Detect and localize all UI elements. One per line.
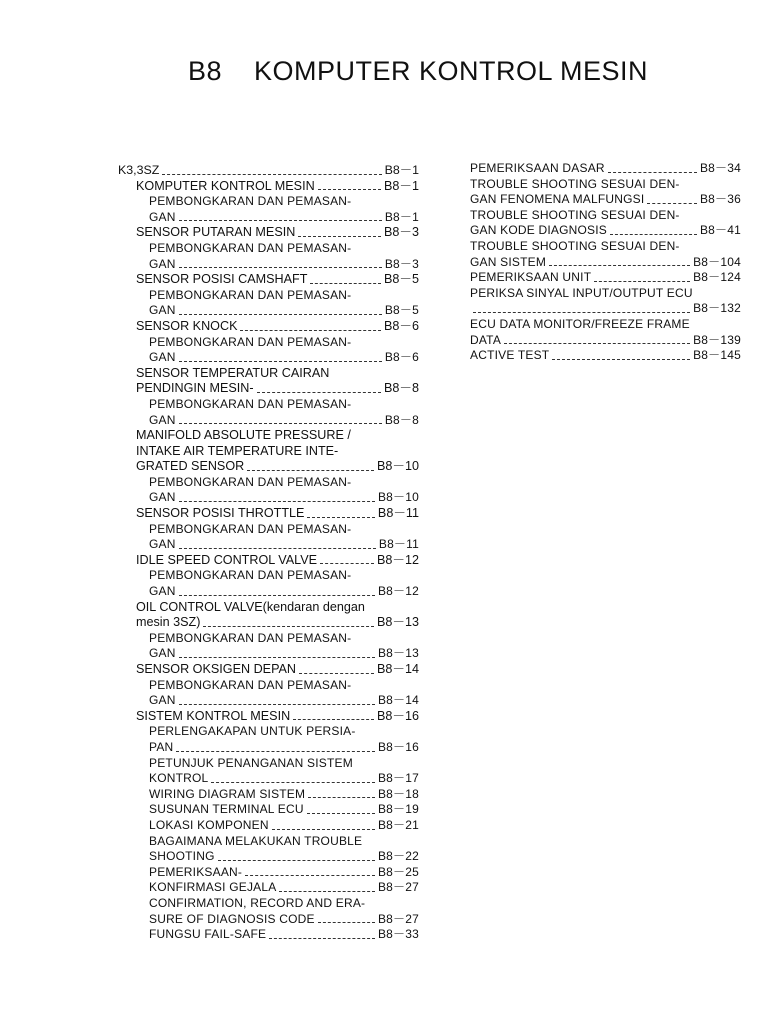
- toc-entry: [118, 849, 419, 865]
- toc-entry: [118, 459, 419, 475]
- section-code: B8: [188, 56, 223, 86]
- toc-entry-text: PETUNJUK PENANGANAN SISTEM: [149, 755, 353, 770]
- toc-entry-text: TROUBLE SHOOTING SESUAI DEN-: [470, 238, 680, 253]
- dot-leader: [179, 220, 382, 221]
- toc-entry-text: TROUBLE SHOOTING SESUAI DEN-: [470, 207, 680, 222]
- toc-entry-text: TROUBLE SHOOTING SESUAI DEN-: [470, 176, 680, 191]
- toc-page-number: B8－1: [384, 163, 419, 177]
- dot-leader: [318, 189, 381, 190]
- toc-entry: [118, 927, 419, 943]
- dot-leader: [504, 343, 690, 344]
- toc-entry-text: GAN: [149, 256, 176, 271]
- toc-entry-text: SENSOR OKSIGEN DEPAN: [136, 662, 297, 676]
- toc-page-number: B8－12: [376, 552, 419, 567]
- toc-entry-text: DATA: [470, 332, 502, 347]
- toc-page-number: B8－10: [377, 490, 419, 505]
- toc-entry: [118, 615, 419, 631]
- toc-entry: [118, 802, 419, 818]
- dot-leader: [176, 751, 375, 752]
- dot-leader: [162, 174, 381, 175]
- toc-page-number: B8－25: [377, 864, 419, 879]
- toc-entry: [470, 270, 741, 286]
- toc-entry: [470, 223, 741, 239]
- toc-page-number: B8－104: [693, 254, 741, 269]
- toc-entry-text: PEMBONGKARAN DAN PEMASAN-: [149, 521, 352, 536]
- page-title: [188, 56, 648, 87]
- toc-page-number: B8－16: [377, 739, 419, 754]
- toc-page-number: B8－33: [377, 927, 419, 942]
- toc-entry-text: KONTROL: [149, 771, 209, 786]
- toc-page-number: B8－6: [384, 350, 419, 365]
- toc-entry-text: MANIFOLD ABSOLUTE PRESSURE /: [136, 428, 351, 443]
- toc-page-number: B8－5: [383, 272, 419, 287]
- toc-entry-text: PAN: [149, 739, 174, 754]
- toc-entry-text: PEMERIKSAAN UNIT: [470, 270, 592, 285]
- toc-entry-text: PEMBONGKARAN DAN PEMASAN-: [149, 194, 352, 209]
- dot-leader: [203, 626, 374, 627]
- dot-leader: [279, 891, 375, 892]
- toc-entry: [118, 475, 419, 491]
- toc-entry: [470, 286, 741, 302]
- toc-page-number: B8－27: [377, 911, 419, 926]
- toc-entry-text: GAN FENOMENA MALFUNGSI: [470, 192, 645, 207]
- toc-entry: [118, 319, 419, 335]
- toc-page-number: B8－14: [377, 693, 419, 708]
- dot-leader: [240, 330, 381, 331]
- toc-entry-text: PERLENGAKAPAN UNTUK PERSIA-: [149, 724, 356, 739]
- toc-entry: [470, 208, 741, 224]
- toc-entry: [118, 584, 419, 600]
- dot-leader: [272, 829, 375, 830]
- toc-entry: [118, 522, 419, 538]
- toc-entry: [470, 301, 741, 317]
- toc-entry: [470, 161, 741, 177]
- toc-entry: [118, 490, 419, 506]
- toc-entry: [118, 880, 419, 896]
- toc-entry: [118, 709, 419, 725]
- toc-entry: [118, 225, 419, 241]
- dot-leader: [247, 470, 374, 471]
- toc-page-number: B8－21: [377, 817, 419, 832]
- dot-leader: [257, 392, 381, 393]
- toc-entry: [118, 210, 419, 226]
- toc-entry-text: IDLE SPEED CONTROL VALVE: [136, 552, 318, 567]
- toc-entry-text: GAN KODE DIAGNOSIS: [470, 223, 607, 238]
- dot-leader: [318, 922, 375, 923]
- toc-page-number: B8－11: [378, 537, 419, 552]
- toc-page-number: B8－8: [384, 412, 419, 427]
- toc-entry: [470, 239, 741, 255]
- toc-entry-text: PENDINGIN MESIN-: [136, 381, 254, 396]
- toc-entry: [118, 288, 419, 304]
- toc-entry: [470, 333, 741, 349]
- toc-entry: [118, 413, 419, 429]
- toc-entry-text: GAN SISTEM: [470, 254, 547, 269]
- toc-page-number: B8－1: [383, 178, 419, 193]
- toc-entry-text: SENSOR POSISI THROTTLE: [136, 506, 305, 521]
- toc-entry-text: PEMERIKSAAN-: [149, 864, 243, 879]
- toc-page-number: B8－22: [377, 849, 419, 864]
- toc-entry: [118, 568, 419, 584]
- toc-entry: [470, 177, 741, 193]
- toc-page-number: B8－27: [377, 880, 419, 895]
- toc-page-number: B8－124: [693, 270, 741, 285]
- dot-leader: [179, 267, 382, 268]
- dot-leader: [245, 875, 375, 876]
- dot-leader: [179, 361, 382, 362]
- toc-page-number: B8－8: [383, 381, 419, 396]
- toc-entry: [118, 163, 419, 179]
- toc-entry: [118, 600, 419, 616]
- dot-leader: [269, 938, 375, 939]
- toc-entry: [118, 303, 419, 319]
- toc-entry: [118, 444, 419, 460]
- toc-page-number: B8－34: [699, 161, 741, 175]
- toc-entry-text: K3,3SZ: [118, 163, 160, 177]
- dot-leader: [179, 704, 375, 705]
- toc-entry-text: GAN: [149, 209, 176, 224]
- toc-entry: [118, 272, 419, 288]
- dot-leader: [179, 501, 375, 502]
- toc-entry-text: SENSOR POSISI CAMSHAFT: [136, 272, 308, 287]
- toc-entry: [470, 192, 741, 208]
- toc-entry: [118, 397, 419, 413]
- toc-entry-text: FUNGSU FAIL-SAFE: [149, 927, 267, 942]
- toc-entry: [118, 428, 419, 444]
- toc-page-number: B8－6: [383, 318, 419, 333]
- toc-entry: [470, 348, 741, 364]
- toc-entry: [118, 350, 419, 366]
- toc-page-number: B8－13: [376, 615, 419, 630]
- toc-page-number: B8－139: [693, 332, 741, 347]
- dot-leader: [293, 719, 374, 720]
- toc-entry: [470, 317, 741, 333]
- toc-page-number: B8－10: [376, 459, 419, 474]
- toc-page-number: B8－36: [699, 192, 741, 207]
- toc-page-number: B8－145: [693, 348, 741, 363]
- toc-entry: [118, 381, 419, 397]
- toc-entry: [118, 912, 419, 928]
- dot-leader: [310, 283, 381, 284]
- toc-entry-text: GRATED SENSOR: [136, 459, 245, 474]
- toc-page-number: B8－5: [384, 303, 419, 318]
- toc-entry-text: SHOOTING: [149, 849, 215, 864]
- toc-page-number: B8－3: [383, 225, 419, 240]
- dot-leader: [179, 657, 375, 658]
- dot-leader: [308, 797, 375, 798]
- toc-entry-text: WIRING DIAGRAM SISTEM: [149, 786, 306, 801]
- toc-page-number: B8－12: [377, 584, 419, 599]
- toc-entry: [118, 693, 419, 709]
- toc-entry-text: SURE OF DIAGNOSIS CODE: [149, 911, 315, 926]
- toc-page-number: B8－3: [384, 256, 419, 271]
- dot-leader: [549, 265, 690, 266]
- toc-entry-text: PEMERIKSAAN DASAR: [470, 161, 605, 175]
- toc-entry: [118, 865, 419, 881]
- toc-entry: [470, 255, 741, 271]
- toc-page-number: B8－11: [377, 506, 419, 521]
- toc-entry-text: SUSUNAN TERMINAL ECU: [149, 802, 304, 817]
- toc-entry-text: PEMBONGKARAN DAN PEMASAN-: [149, 677, 352, 692]
- toc-entry-text: SENSOR KNOCK: [136, 318, 238, 333]
- toc-left-column: [118, 163, 419, 943]
- dot-leader: [179, 548, 376, 549]
- toc-entry: [118, 756, 419, 772]
- toc-entry-text: KONFIRMASI GEJALA: [149, 880, 277, 895]
- dot-leader: [552, 359, 690, 360]
- section-title: KOMPUTER KONTROL MESIN: [254, 56, 649, 86]
- toc-entry-text: GAN: [149, 693, 176, 708]
- toc-entry: [118, 506, 419, 522]
- toc-entry: [118, 366, 419, 382]
- toc-entry-text: PEMBONGKARAN DAN PEMASAN-: [149, 568, 352, 583]
- toc-entry: [118, 678, 419, 694]
- dot-leader: [594, 281, 690, 282]
- toc-entry-text: CONFIRMATION, RECORD AND ERA-: [149, 895, 366, 910]
- toc-page-number: B8－19: [377, 802, 419, 817]
- toc-entry-text: OIL CONTROL VALVE(kendaran dengan: [136, 599, 365, 614]
- toc-entry-text: KOMPUTER KONTROL MESIN: [136, 178, 315, 193]
- toc-entry: [118, 818, 419, 834]
- dot-leader: [610, 234, 697, 235]
- dot-leader: [299, 673, 374, 674]
- toc-page-number: B8－17: [377, 771, 419, 786]
- dot-leader: [298, 236, 381, 237]
- toc-entry: [118, 724, 419, 740]
- toc-entry-text: GAN: [149, 412, 176, 427]
- toc-entry: [118, 896, 419, 912]
- dot-leader: [218, 860, 375, 861]
- toc-entry-text: SENSOR TEMPERATUR CAIRAN: [136, 365, 330, 380]
- dot-leader: [179, 423, 382, 424]
- dot-leader: [179, 595, 375, 596]
- toc-page-number: B8－41: [699, 223, 741, 238]
- toc-entry: [118, 553, 419, 569]
- dot-leader: [608, 172, 697, 173]
- toc-entry-text: PEMBONGKARAN DAN PEMASAN-: [149, 240, 352, 255]
- toc-entry-text: PEMBONGKARAN DAN PEMASAN-: [149, 396, 352, 411]
- toc-entry: [118, 537, 419, 553]
- toc-entry: [118, 335, 419, 351]
- toc-entry-text: INTAKE AIR TEMPERATURE INTE-: [136, 443, 339, 458]
- dot-leader: [307, 813, 375, 814]
- dot-leader: [307, 517, 375, 518]
- toc-entry: [118, 194, 419, 210]
- toc-entry-text: GAN: [149, 537, 176, 552]
- toc-entry: [118, 787, 419, 803]
- toc-entry-text: ECU DATA MONITOR/FREEZE FRAME: [470, 316, 690, 331]
- toc-page-number: B8－16: [376, 708, 419, 723]
- toc-entry-text: SENSOR PUTARAN MESIN: [136, 225, 296, 240]
- toc-entry: [118, 257, 419, 273]
- dot-leader: [647, 203, 697, 204]
- toc-entry-text: PEMBONGKARAN DAN PEMASAN-: [149, 474, 352, 489]
- toc-page-number: B8－14: [376, 662, 419, 676]
- toc-entry: [118, 241, 419, 257]
- toc-page-number: B8－13: [377, 646, 419, 661]
- toc-entry-text: LOKASI KOMPONEN: [149, 817, 269, 832]
- toc-entry-text: BAGAIMANA MELAKUKAN TROUBLE: [149, 833, 363, 848]
- toc-entry: [118, 646, 419, 662]
- toc-entry: [118, 740, 419, 756]
- toc-page-number: B8－18: [377, 786, 419, 801]
- toc-entry-text: GAN: [149, 303, 176, 318]
- toc-page-number: B8－1: [384, 209, 419, 224]
- toc-entry: [118, 662, 419, 678]
- toc-right-column: [470, 161, 741, 364]
- toc-entry: [118, 179, 419, 195]
- toc-page-number: B8－132: [693, 301, 741, 316]
- toc-entry-text: PEMBONGKARAN DAN PEMASAN-: [149, 287, 352, 302]
- toc-entry-text: GAN: [149, 350, 176, 365]
- dot-leader: [211, 782, 375, 783]
- toc-entry-text: mesin 3SZ): [136, 615, 201, 630]
- toc-entry: [118, 631, 419, 647]
- toc-entry: [118, 834, 419, 850]
- dot-leader: [473, 312, 690, 313]
- toc-entry-text: PEMBONGKARAN DAN PEMASAN-: [149, 630, 352, 645]
- dot-leader: [320, 563, 374, 564]
- toc-entry-text: ACTIVE TEST: [470, 348, 550, 363]
- toc-entry-text: GAN: [149, 646, 176, 661]
- dot-leader: [179, 314, 382, 315]
- toc-entry-text: GAN: [149, 584, 176, 599]
- toc-entry-text: PEMBONGKARAN DAN PEMASAN-: [149, 334, 352, 349]
- toc-entry: [118, 771, 419, 787]
- toc-entry-text: PERIKSA SINYAL INPUT/OUTPUT ECU: [470, 285, 693, 300]
- toc-entry-text: SISTEM KONTROL MESIN: [136, 708, 291, 723]
- toc-entry-text: GAN: [149, 490, 176, 505]
